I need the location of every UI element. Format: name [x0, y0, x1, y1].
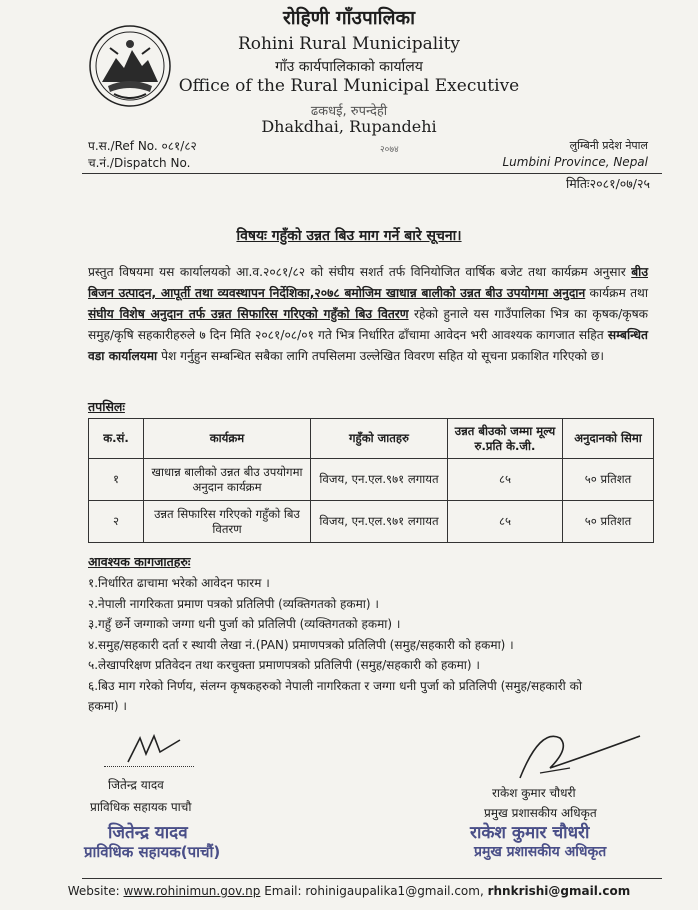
left-signer-title: प्राविधिक सहायक पाचौ: [90, 800, 192, 814]
office-name-english: Office of the Rural Municipal Executive: [178, 76, 520, 96]
dispatch-number: च.नं./Dispatch No.: [88, 156, 191, 170]
cell-variety: विजय, एन.एल.९७१ लगायत: [311, 501, 448, 543]
documents-list: [88, 573, 654, 717]
header-divider: [82, 173, 662, 174]
body-part-1: प्रस्तुत विषयमा यस कार्यालयको आ.व.२०८१/८२ को संघीय सशर्त तर्फ विनियोजित वार्षिक बजेट तथा कार्यक्रम अनुसार: [88, 265, 632, 279]
subject-text: विषयः गहुँको उन्नत बिउ माग गर्ने बारे सूचना।: [236, 228, 462, 244]
left-signature-line: [104, 766, 194, 767]
right-signer-title: प्रमुख प्रशासकीय अधिकृत: [484, 806, 597, 820]
body-part-6: सम्बन्धित वडा कार्यालयमा: [88, 328, 648, 363]
email-link-1[interactable]: rohinigaupalika1@gmail.com,: [305, 884, 488, 898]
website-label: Website:: [67, 884, 124, 898]
cell-serial: १: [89, 459, 144, 501]
right-signer-name: राकेश कुमार चौधरी: [492, 786, 576, 800]
cell-price: ८५: [448, 501, 563, 543]
table-row: [89, 501, 654, 543]
table-row: [89, 459, 654, 501]
cell-subsidy: ५० प्रतिशत: [563, 459, 654, 501]
right-stamp-title: प्रमुख प्रशासकीय अधिकृत: [474, 844, 607, 860]
list-item: १.निर्धारित ढाचामा भरेको आवेदन फारम ।: [88, 576, 270, 590]
right-stamp-name: राकेश कुमार चौधरी: [470, 823, 590, 843]
body-part-3: कार्यक्रम तथा: [585, 286, 648, 300]
list-item: ६.बिउ माग गरेको निर्णय, संलग्न कृषकहरुको नेपाली नागरिकता र जग्गा धनी पुर्जा को प्रतिलिपी (समुह/सहकारी को: [88, 678, 582, 693]
col-variety: गहुँको जातहरु: [311, 419, 448, 459]
cell-subsidy: ५० प्रतिशत: [563, 501, 654, 543]
left-signature-mark: [120, 730, 200, 770]
body-part-4: संघीय विशेष अनुदान तर्फ उन्नत सिफारिस गरिएको गहुँको बिउ वितरण: [88, 307, 409, 321]
list-item: हकमा) ।: [88, 699, 127, 713]
list-item: ५.लेखापरिक्षण प्रतिवेदन तथा करचुक्ता प्रमाणपत्रको प्रतिलिपी (समुह/सहकारी को हकमा) ।: [88, 658, 480, 672]
ref-number: प.स./Ref No. ०८१/८२: [88, 139, 197, 153]
body-part-7: पेश गर्नुहुन सम्बन्धित सबैका लागि तपसिलमा उल्लेखित विवरण सहित यो सूचना प्रकाशित गरिएको छ।: [157, 349, 605, 363]
body-part-2: बीउ बिजन उत्पादन, आपूर्ती तथा व्यवस्थापन निर्देशिका,२०७८ बमोजिम खाधान्न बालीको उन्नत बीउ उपयोगमा अनुदान: [88, 265, 648, 300]
col-price: उन्नत बीउको जम्मा मूल्य रु.प्रति के.जी.: [448, 419, 563, 459]
cell-program: खाधान्न बालीको उन्नत बीउ उपयोगमा अनुदान कार्यक्रम: [144, 459, 311, 501]
footer-contact: [0, 884, 698, 898]
cell-price: ८५: [448, 459, 563, 501]
subject-line: [0, 226, 698, 245]
cell-serial: २: [89, 501, 144, 543]
left-signer-name: जितेन्द्र यादव: [108, 778, 164, 792]
website-link[interactable]: www.rohinimun.gov.np: [123, 884, 261, 898]
detail-table: [88, 418, 654, 543]
left-stamp-name: जितेन्द्र यादव: [108, 823, 188, 843]
body-part-5: रहेको हुनाले यस गाउँपालिका भित्र का कृषक/कृषक समुह/कृषि सहकारीहरुले ७ दिन मिति २०८१/०८/०१ गते भित्र निर्धारित ढाँचामा आवेदन भरी आवश्यक कागजात सहित: [88, 307, 648, 342]
municipality-name-english: Rohini Rural Municipality: [237, 34, 461, 54]
cell-program: उन्नत सिफारिस गरिएको गहुँको बिउ वितरण: [144, 501, 311, 543]
notice-body: [88, 262, 648, 367]
stamp-year: २०७४: [380, 145, 399, 155]
letter-date: मितिः२०८१/०७/२५: [565, 176, 650, 191]
email-label: Email:: [260, 884, 306, 898]
col-serial: क.सं.: [89, 419, 144, 459]
documents-title: आवश्यक कागजातहरुः: [88, 554, 191, 569]
province-nepali: लुम्बिनी प्रदेश नेपाल: [569, 139, 648, 152]
col-program: कार्यक्रम: [144, 419, 311, 459]
table-title: तपसिलः: [88, 399, 125, 414]
left-stamp-title: प्राविधिक सहायक(पाचौं): [84, 843, 221, 861]
list-item: ४.समुह/सहकारी दर्ता र स्थायी लेखा नं.(PAN) प्रमाणपत्रको प्रतिलिपी (समुह/सहकारी को हकमा) ।: [88, 637, 514, 652]
right-signature-mark: [500, 718, 650, 788]
address-english: Dhakdhai, Rupandehi: [261, 117, 437, 136]
table-header-row: [89, 419, 654, 459]
cell-variety: विजय, एन.एल.९७१ लगायत: [311, 459, 448, 501]
municipality-name-nepali: रोहिणी गाँउपालिका: [282, 7, 416, 29]
office-name-nepali: गाँउ कार्यपालिकाको कार्यालय: [275, 59, 423, 75]
list-item: २.नेपाली नागरिकता प्रमाण पत्रको प्रतिलिपी (व्यक्तिगतको हकमा) ।: [88, 596, 379, 611]
list-item: ३.गहुँ छर्ने जग्गाको जग्गा धनी पुर्जा को प्रतिलिपी (व्यक्तिगतको हकमा) ।: [88, 617, 401, 631]
email-link-2[interactable]: rhnkrishi@gmail.com: [487, 884, 631, 898]
address-nepali: ढकधई, रुपन्देही: [310, 104, 388, 119]
province-english: Lumbini Province, Nepal: [502, 155, 648, 169]
col-subsidy: अनुदानको सिमा: [563, 419, 654, 459]
footer-divider: [82, 878, 662, 879]
